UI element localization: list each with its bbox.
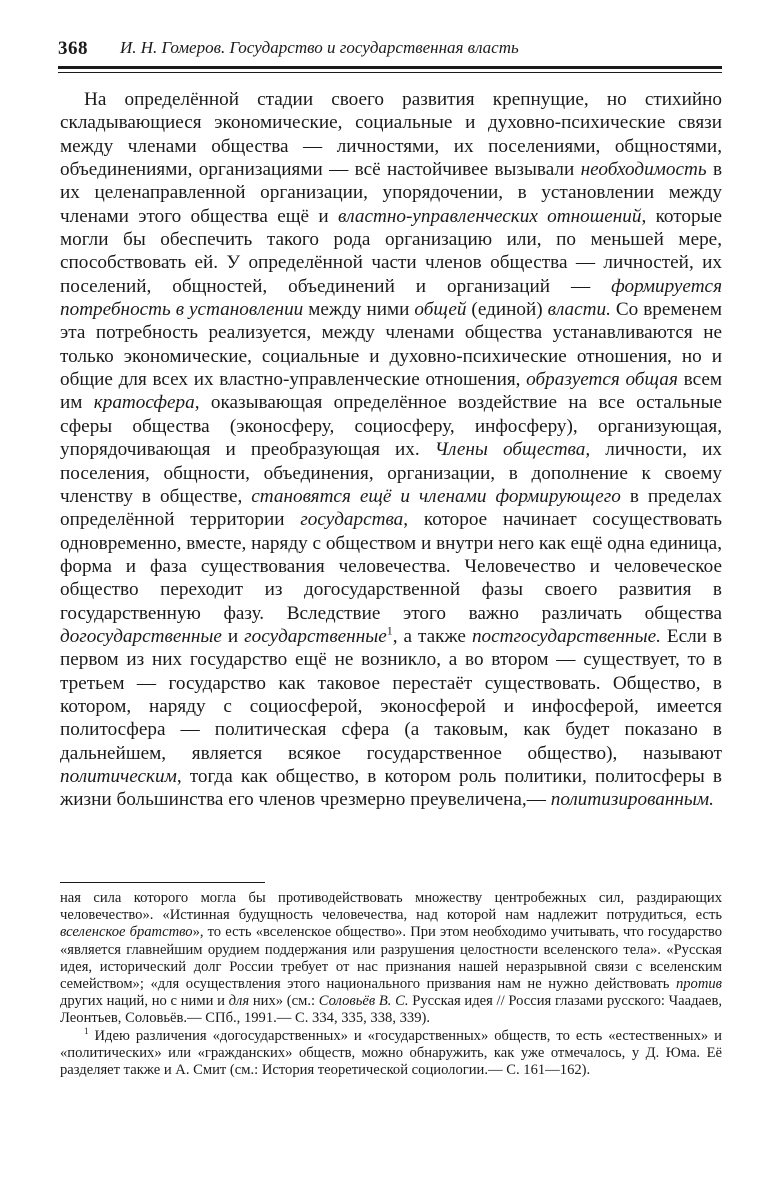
italic-run: кратосфера [93, 392, 195, 414]
italic-run: для [228, 993, 250, 1010]
italic-run: власти. [547, 299, 611, 321]
footnote-marker: 1 [84, 1025, 89, 1036]
italic-run: властно-управленческих отношений [337, 205, 642, 227]
text-run: (единой) [466, 299, 548, 321]
text-run: в их целенаправленной организации, упорядочении, в установлении между членами этого общества ещё и [60, 159, 723, 227]
italic-run: политическим [60, 765, 177, 787]
italic-run: постгосударственные. [471, 625, 661, 647]
italic-run: образуется общая [526, 369, 678, 391]
italic-run: общей [414, 299, 467, 321]
italic-run: Соловьёв В. С. [318, 993, 409, 1010]
text-run: них» (см.: [249, 993, 319, 1010]
text-run: и [221, 625, 245, 647]
text-run: , а также [392, 625, 472, 647]
text-run: », то есть «вселенское общество». При этом необходимо учитывать, что государство «является главнейшим орудием поддержания или разрушения целостности вселенского тела». «Русская идея, исторический долг России требует от нас признания нашей неразрывной связи с вселенским семейством»; «для осуществления этого национального призвания нам не нужно действовать [60, 924, 722, 993]
text-run: На определённой стадии своего развития крепнущие, но стихийно складывающиеся экономические, социальные и духовно-психические связи между членами общества — личностями, их поселениями, общностями, объединениями, организациями — всё настойчивее вызывали [60, 89, 722, 181]
footnote-marker: 1 [386, 623, 393, 638]
italic-run: против [675, 976, 722, 993]
text-run: Со временем эта потребность реализуется, между членами общества устанавливаются не только экономические, социальные и духовно-психические отношения, но и общие для всех их властно-управленческие отношения, [60, 299, 722, 391]
text-run: в пределах определённой территории [60, 485, 722, 531]
text-run: , которое начинает сосуществовать одновременно, вместе, наряду с обществом и внутри него как ещё одна единица, форма и фаза существования человечества. Человечество и человеческое общество переходит из догосударственной фазы своего развития в государственную фазу. Вследствие этого важно различать общества [60, 509, 722, 624]
running-header [58, 36, 722, 66]
page-number: 368 [58, 38, 88, 59]
header-rule-thin [58, 72, 722, 73]
text-run: личности, их поселения, общности, объединения, организации, в дополнение к своему членству в обществе, [60, 439, 722, 507]
text-run: других наций, но с ними и [60, 993, 229, 1010]
italic-run: догосударственные [60, 625, 222, 647]
footnote-1 [60, 1025, 722, 1080]
footnote-separator [60, 882, 265, 883]
text-run: Русская идея // Россия глазами русского: Чаадаев, Леонтьев, Соловьёв.— СПб., 1991.— С. 334, 335, 338, 339). [60, 993, 722, 1027]
italic-run: государственные [244, 625, 387, 647]
footnote-continuation [60, 890, 722, 1028]
text-run: , которые могли бы обеспечить такого рода организацию или, по меньшей мере, способствовать ей. У определённой части членов общества — личностей, их поселений, общностей, объединений и организаций — [60, 205, 723, 297]
running-title: И. Н. Гомеров. Государство и государственная власть [120, 38, 519, 57]
footnotes [60, 890, 722, 1079]
text-run: , оказывающая определённое воздействие на все остальные сферы общества (эконосферу, социосферу, инфосферу), организующая, упорядочивающая и преобразующая их. [60, 392, 722, 461]
main-paragraph [60, 88, 722, 812]
text-run: всем им [60, 369, 722, 414]
italic-run: Члены общества, [434, 439, 591, 461]
text-run: Если в первом из них государство ещё не возникло, а во втором — существует, то в третьем — государство как таковое перестаёт существовать. Общество, в котором, наряду с социосферой, эконосферой и инфосферой, имеется политосфера — политическая сфера (а таковым, как будет показано в дальнейшем, является всякое государственное общество), называют [60, 625, 722, 764]
text-run: Идею различения «догосударственных» и «государственных» обществ, то есть «естественных» и «политических» или «гражданских» обществ, можно обнаружить, как уже отмечалось, у Д. Юма. Её разделяет также и А. Смит (см.: История теоретической социологии.— С. 161—162). [60, 1027, 722, 1079]
italic-run: государства [300, 509, 404, 531]
text-run: , тогда как общество, в котором роль политики, политосферы в жизни большинства его членов чрезмерно преувеличена,— [60, 765, 722, 811]
text-run: ная сила которого могла бы противодействовать множеству центробежных сил, раздирающих человечество». «Истинная будущность человечества, над которой нам надлежит потрудиться, есть [60, 890, 722, 924]
italic-run: становятся ещё и членами формирующего [251, 485, 621, 507]
italic-run: политизированным. [550, 789, 714, 811]
text-run: между ними [303, 299, 415, 321]
header-rule-thick [58, 66, 722, 69]
italic-run: вселенское братство [60, 924, 193, 941]
italic-run: формируется потребность в установлении [60, 275, 722, 321]
italic-run: необходимость [580, 159, 707, 181]
